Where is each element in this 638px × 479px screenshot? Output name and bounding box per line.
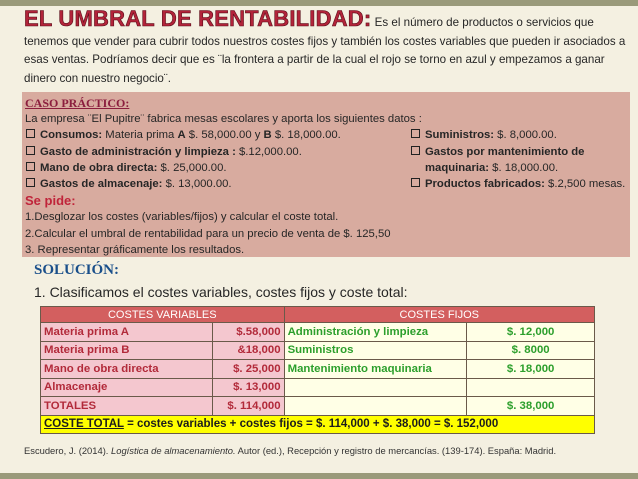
table-cell: &18,000 [212,341,284,360]
table-cell [284,397,467,416]
bottom-stripe [0,473,638,479]
list-item: Mano de obra directa: $. 25,000.00. [25,160,410,176]
case-data-columns [25,127,627,192]
table-cell: $. 13,000 [212,378,284,397]
table-cell: Mantenimiento maquinaria [284,360,467,379]
total-row [41,415,595,434]
table-cell: $.58,000 [212,323,284,342]
table-cell: $. 25,000 [212,360,284,379]
question-item: 1.Desglozar los costes (variables/fijos) y calcular el coste total. [25,211,339,224]
checkbox-bullet-icon [26,178,35,187]
table-row [41,341,595,360]
table-row [41,360,595,379]
costs-table [40,306,595,434]
table-row [41,397,595,416]
checkbox-bullet-icon [411,146,420,155]
fixed-costs-header: COSTES FIJOS [284,307,594,323]
checkbox-bullet-icon [411,129,420,138]
table-cell [284,378,467,397]
table-cell [467,378,595,397]
intro-paragraph [24,6,628,88]
citation-rest: Autor (ed.), Recepción y registro de mercancías. (139-174). España: Madrid. [235,445,557,456]
total-cell [41,415,595,434]
total-formula: = costes variables + costes fijos = $. 114,000 + $. 38,000 = $. 152,000 [123,418,499,431]
case-study-box [22,92,630,257]
se-pide-heading: Se pide: [25,193,76,209]
checkbox-bullet-icon [26,162,35,171]
page-title: EL UMBRAL DE RENTABILIDAD: [24,6,372,31]
case-data-left [25,127,410,192]
list-item: Gasto de administración y limpieza : $.12,000.00. [25,144,410,160]
list-item: Productos fabricados: $.2,500 mesas. [410,176,632,192]
list-item: Consumos: Materia prima A $. 58,000.00 y B $. 18,000.00. [25,127,410,143]
case-data-right [410,127,632,192]
table-cell: Suministros [284,341,467,360]
table-header-row [41,307,595,323]
table-cell: $. 38,000 [467,397,595,416]
list-item: Gastos de almacenaje: $. 13,000.00. [25,176,410,192]
table-cell: $. 18,000 [467,360,595,379]
list-item: Gastos por mantenimiento de maquinaria: $. 18,000.00. [410,144,632,176]
total-label: COSTE TOTAL [44,418,124,431]
costs-table-wrapper [40,306,595,434]
checkbox-bullet-icon [26,129,35,138]
table-cell: Mano de obra directa [41,360,213,379]
table-cell: Materia prima A [41,323,213,342]
definition-text: Es el número de productos o servicios que tenemos que vender para cubrir todos nuestros costes fijos y también los costes variables que pueden ir asociados a esas ventas. Podríamos decir que es ¨la frontera a partir de la cual el rojo se torno en azul y empezamos a ganar dinero con nuestro negocio¨. [24,16,626,85]
table-cell: $. 114,000 [212,397,284,416]
checkbox-bullet-icon [411,178,420,187]
citation-author: Escudero, J. (2014). [24,445,112,456]
question-item: 3. Representar gráficamente los resultados. [25,243,245,256]
citation [24,444,624,457]
solution-step-1: 1. Clasificamos el costes variables, costes fijos y coste total: [34,284,408,300]
table-cell: Materia prima B [41,341,213,360]
table-cell: TOTALES [41,397,213,416]
case-intro: La empresa ¨El Pupitre¨ fabrica mesas escolares y aporta los siguientes datos : [25,113,422,126]
table-cell: $. 8000 [467,341,595,360]
table-cell: Almacenaje [41,378,213,397]
case-heading: CASO PRÁCTICO: [25,96,130,110]
solution-heading: SOLUCIÓN: [34,262,120,278]
citation-title: Logística de almacenamiento. [111,445,236,456]
checkbox-bullet-icon [26,146,35,155]
table-row [41,378,595,397]
question-item: 2.Calcular el umbral de rentabilidad para un precio de venta de $. 125,50 [25,227,391,240]
table-row [41,323,595,342]
table-cell: Administración y limpieza [284,323,467,342]
list-item: Suministros: $. 8,000.00. [410,127,632,143]
variable-costs-header: COSTES VARIABLES [41,307,285,323]
table-cell: $. 12,000 [467,323,595,342]
